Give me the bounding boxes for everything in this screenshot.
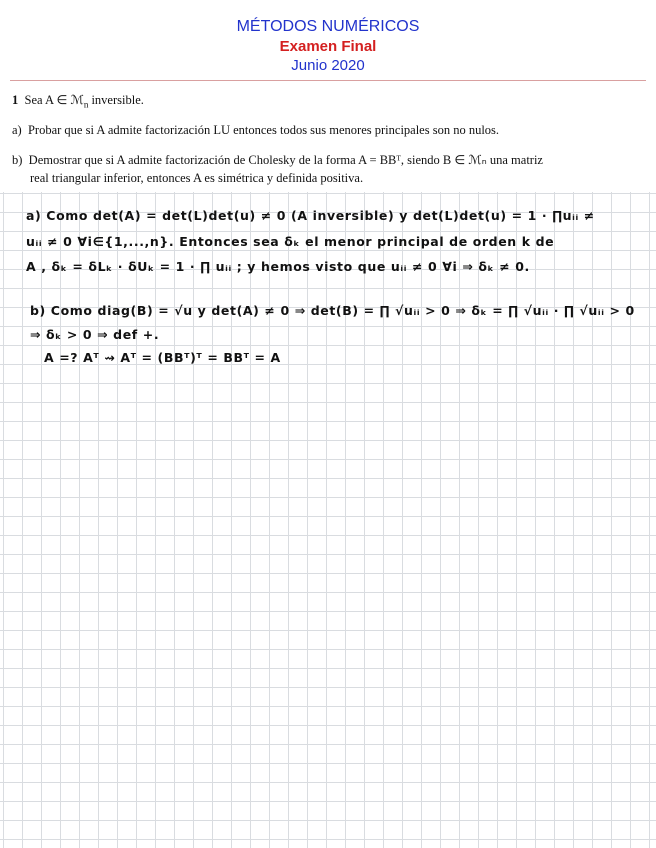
part-b-cont	[30, 170, 363, 186]
part-a	[12, 122, 499, 138]
part-b-text-2: real triangular inferior, entonces A es simétrica y definida positiva.	[30, 171, 364, 185]
part-b-label: b)	[12, 153, 23, 167]
part-b	[12, 152, 543, 168]
problem-text-sub: n	[83, 99, 89, 110]
part-a-text: Probar que si A admite factorización LU entonces todos sus menores principales son no nulos.	[27, 123, 500, 137]
exam-subtitle: Examen Final	[279, 38, 377, 55]
problem-statement	[0, 82, 656, 192]
course-title: MÉTODOS NUMÉRICOS	[236, 18, 420, 35]
answer-b-line-1: b) Como diag(B) = √u y det(A) ≠ 0 ⇒ det(B) = ∏ √uᵢᵢ > 0 ⇒ δₖ = ∏ √uᵢᵢ · ∏ √uᵢᵢ > 0	[30, 303, 635, 318]
problem-number: 1	[12, 93, 19, 107]
answer-a-line-2: uᵢᵢ ≠ 0 ∀i∈{1,...,n}. Entonces sea δₖ el menor principal de orden k de	[26, 234, 555, 249]
problem-intro	[12, 92, 144, 113]
exam-header	[0, 0, 656, 82]
exam-date: Junio 2020	[291, 57, 365, 74]
part-b-text-1: Demostrar que si A admite factorización de Cholesky de la forma A = BBᵀ, siendo B ∈ ℳₙ una matriz	[28, 153, 543, 167]
header-divider	[10, 80, 646, 81]
answer-a-line-1: a) Como det(A) = det(L)det(u) ≠ 0 (A inversible) y det(L)det(u) = 1 · ∏uᵢᵢ ≠	[26, 208, 595, 223]
answer-b-line-3: A =? Aᵀ ⇝ Aᵀ = (BBᵀ)ᵀ = BBᵀ = A	[44, 350, 281, 365]
problem-text-end: inversible.	[88, 93, 144, 107]
part-a-label: a)	[12, 123, 22, 137]
answer-b-line-2: ⇒ δₖ > 0 ⇒ def +.	[30, 327, 160, 342]
answer-a-line-3: A , δₖ = δLₖ · δUₖ = 1 · ∏ uᵢᵢ ; y hemos visto que uᵢᵢ ≠ 0 ∀i ⇒ δₖ ≠ 0.	[26, 259, 530, 274]
problem-text: Sea A ∈ ℳ	[24, 93, 84, 107]
